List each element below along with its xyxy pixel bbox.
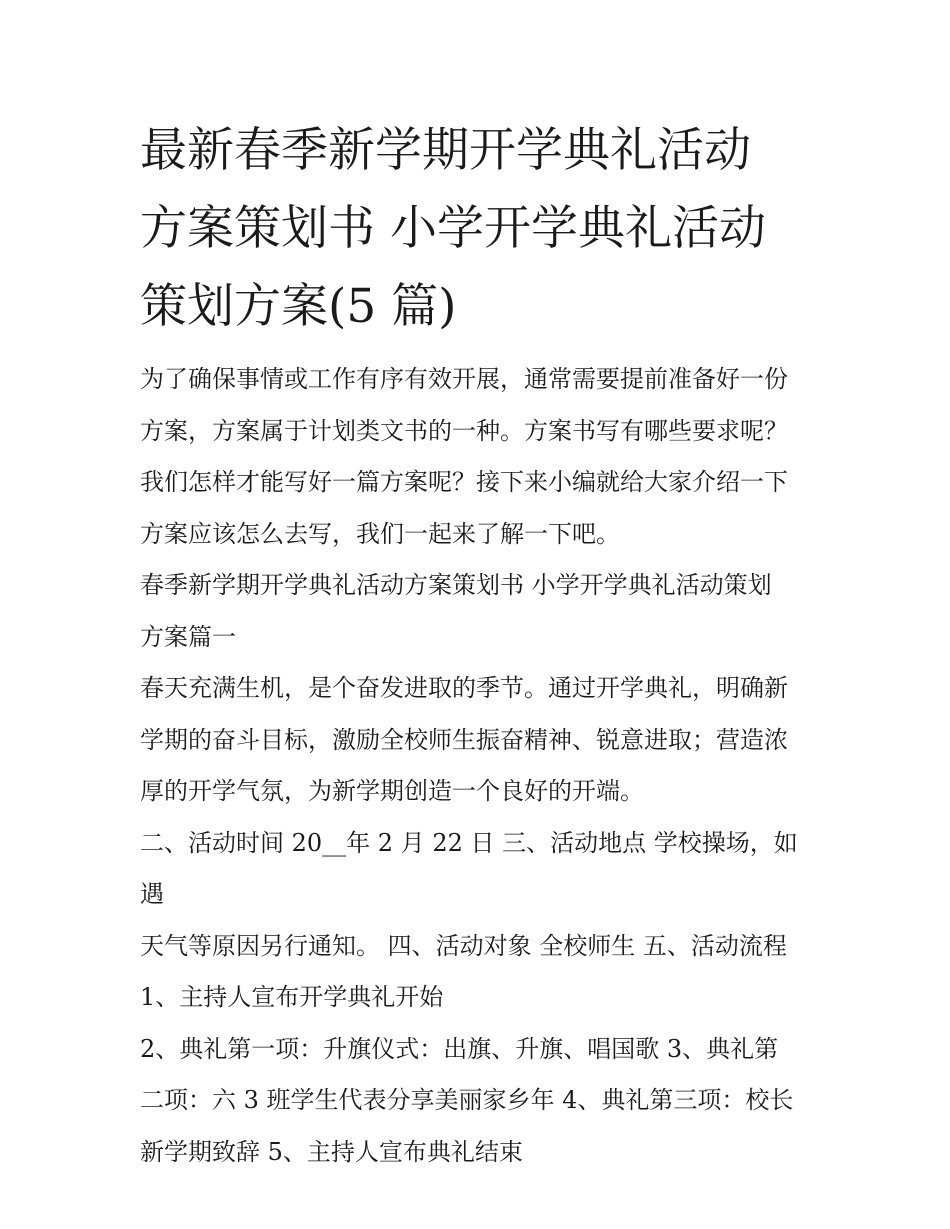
step-1-line: 1、主持人宣布开学典礼开始: [140, 983, 444, 1011]
purpose-line: 学期的奋斗目标，激励全校师生振奋精神、锐意进取；营造浓: [140, 725, 788, 754]
schedule-line: 二、活动时间 20__年 2 月 22 日 三、活动地点 学校操场，如遇: [140, 828, 798, 908]
schedule-paragraph: [140, 818, 820, 973]
purpose-paragraph: [140, 663, 820, 818]
steps-line: 2、典礼第一项：升旗仪式：出旗、升旗、唱国歌 3、典礼第: [140, 1034, 779, 1063]
intro-line: 我们怎样才能写好一篇方案呢？接下来小编就给大家介绍一下: [140, 468, 788, 496]
section-heading-line: 方案篇一: [140, 622, 236, 651]
purpose-line: 春天充满生机，是个奋发进取的季节。通过开学典礼，明确新: [140, 674, 788, 702]
document-page: [140, 112, 820, 1178]
intro-paragraph: [140, 354, 820, 560]
intro-line: 为了确保事情或工作有序有效开展，通常需要提前准备好一份: [140, 365, 788, 393]
steps-paragraph: [140, 1024, 820, 1179]
steps-line: 新学期致辞 5、主持人宣布典礼结束: [140, 1137, 523, 1166]
schedule-line: 天气等原因另行通知。 四、活动对象 全校师生 五、活动流程: [140, 931, 787, 960]
intro-line: 方案，方案属于计划类文书的一种。方案书写有哪些要求呢？: [140, 416, 788, 445]
section-heading-line: 春季新学期开学典礼活动方案策划书 小学开学典礼活动策划: [140, 571, 772, 599]
section-heading: [140, 560, 820, 663]
document-title: [140, 112, 820, 346]
title-line: 策划方案(5 篇): [140, 279, 457, 334]
title-line: 方案策划书 小学开学典礼活动: [140, 201, 766, 256]
title-line: 最新春季新学期开学典礼活动: [140, 123, 751, 178]
purpose-line: 厚的开学气氛，为新学期创造一个良好的开端。: [140, 777, 644, 805]
intro-line: 方案应该怎么去写，我们一起来了解一下吧。: [140, 519, 620, 548]
steps-line: 二项：六 3 班学生代表分享美丽家乡年 4、典礼第三项：校长: [140, 1086, 794, 1114]
